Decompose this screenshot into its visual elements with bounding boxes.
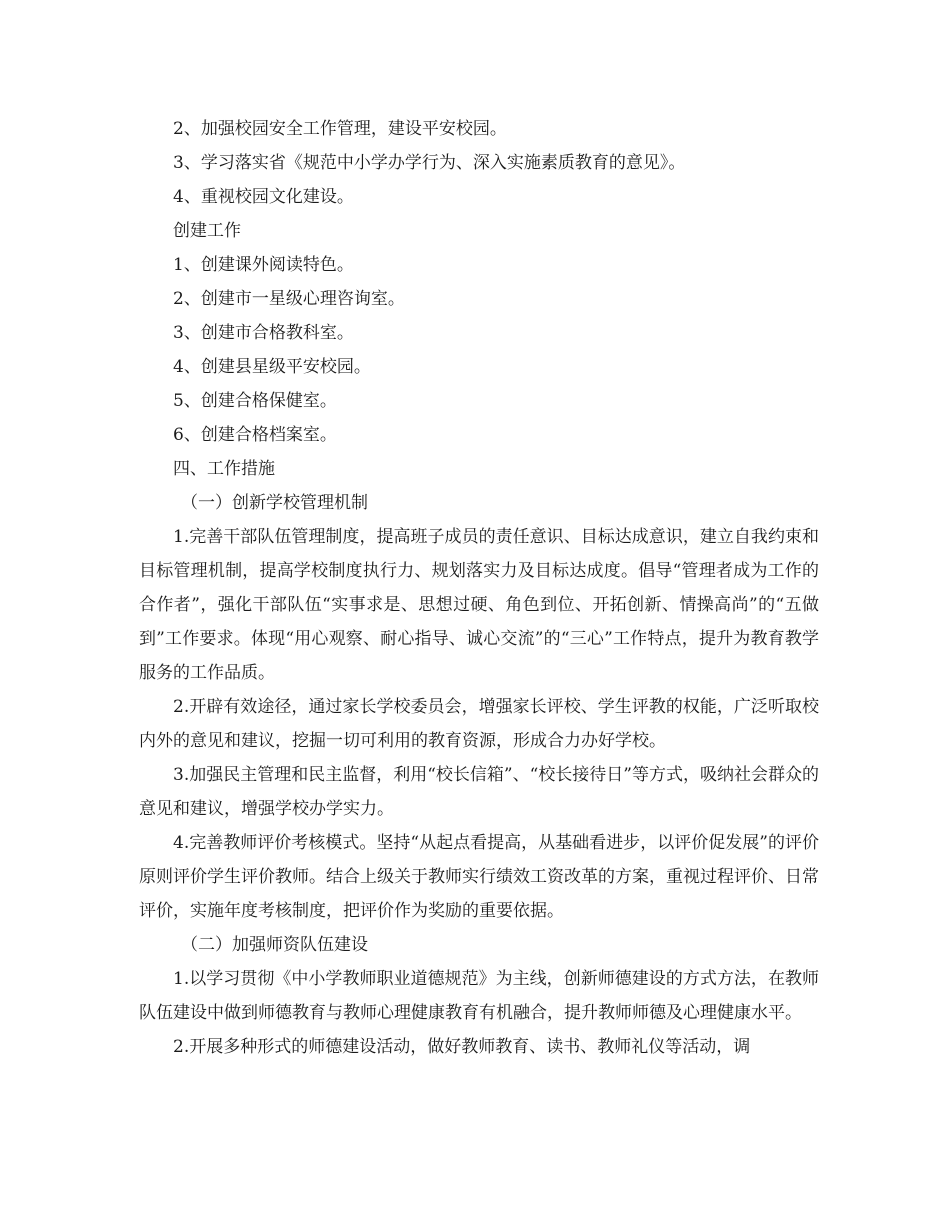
document-body xyxy=(139,112,819,1064)
list-item: 2、加强校园安全工作管理，建设平安校园。 xyxy=(173,119,507,139)
list-item: 2、创建市一星级心理咨询室。 xyxy=(173,289,405,309)
paragraph: 4.完善教师评价考核模式。坚持“从起点看提高，从基础看进步，以评价促发展”的评价原则评价学生评价教师。结合上级关于教师实行绩效工资改革的方案，重视过程评价、日常评价，实施年度考核制度，把评价作为奖励的重要依据。 xyxy=(139,833,819,921)
list-item: 3、创建市合格教科室。 xyxy=(173,323,354,343)
paragraph: 3.加强民主管理和民主监督，利用“校长信箱”、“校长接待日”等方式，吸纳社会群众的意见和建议，增强学校办学实力。 xyxy=(139,765,819,819)
paragraph: 1.完善干部队伍管理制度，提高班子成员的责任意识、目标达成意识，建立自我约束和目标管理机制，提高学校制度执行力、规划落实力及目标达成度。倡导“管理者成为工作的合作者”，强化干部队伍“实事求是、思想过硬、角色到位、开拓创新、情操高尚”的“五做到”工作要求。体现“用心观察、耐心指导、诚心交流”的“三心”工作特点，提升为教育教学服务的工作品质。 xyxy=(139,527,819,683)
list-item: 4、创建县星级平安校园。 xyxy=(173,357,371,377)
paragraph: 1.以学习贯彻《中小学教师职业道德规范》为主线，创新师德建设的方式方法，在教师队伍建设中做到师德教育与教师心理健康教育有机融合，提升教师师德及心理健康水平。 xyxy=(139,969,819,1023)
subsection-heading-teachers: （二）加强师资队伍建设 xyxy=(181,935,368,955)
section-heading-creation: 创建工作 xyxy=(173,221,241,241)
paragraph: 2.开辟有效途径，通过家长学校委员会，增强家长评校、学生评教的权能，广泛听取校内外的意见和建议，挖掘一切可利用的教育资源，形成合力办好学校。 xyxy=(139,697,819,751)
list-item: 4、重视校园文化建设。 xyxy=(173,187,354,207)
list-item: 1、创建课外阅读特色。 xyxy=(173,255,354,275)
section-heading-measures: 四、工作措施 xyxy=(173,459,275,479)
list-item: 3、学习落实省《规范中小学办学行为、深入实施素质教育的意见》。 xyxy=(173,153,686,173)
list-item: 6、创建合格档案室。 xyxy=(173,425,337,445)
list-item: 5、创建合格保健室。 xyxy=(173,391,337,411)
paragraph: 2.开展多种形式的师德建设活动，做好教师教育、读书、教师礼仪等活动，调 xyxy=(173,1037,751,1057)
subsection-heading-management: （一）创新学校管理机制 xyxy=(181,493,368,513)
